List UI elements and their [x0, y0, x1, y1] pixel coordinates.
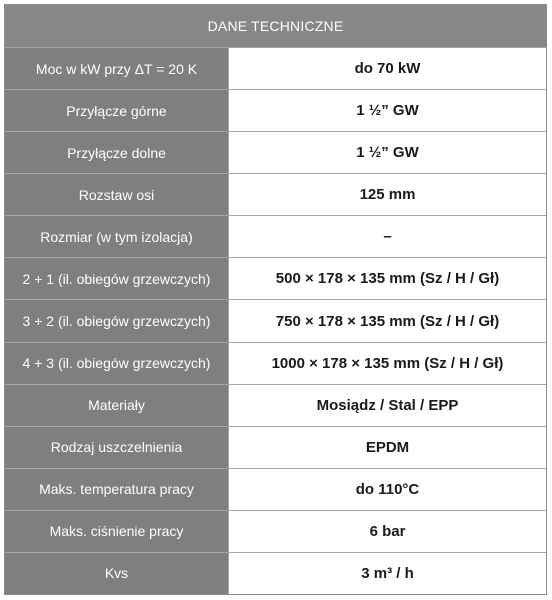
- row-label: Maks. ciśnienie pracy: [5, 511, 229, 552]
- row-value: do 110°C: [355, 480, 420, 498]
- row-value: 6 bar: [369, 522, 406, 540]
- row-label: Materiały: [5, 385, 229, 426]
- row-label: 4 + 3 (il. obiegów grzewczych): [5, 343, 229, 384]
- row-value: –: [383, 228, 392, 246]
- row-label: Kvs: [5, 553, 229, 594]
- table-row: [5, 174, 546, 216]
- row-value: 1 ½” GW: [356, 102, 419, 120]
- row-label: 2 + 1 (il. obiegów grzewczych): [5, 258, 229, 299]
- table-row: [5, 216, 546, 258]
- table-row: [5, 258, 546, 300]
- table-row: [5, 385, 546, 427]
- row-value: 1000 × 178 × 135 mm (Sz / H / Gł): [271, 354, 504, 372]
- technical-data-table: [4, 4, 547, 595]
- row-label: Przyłącze górne: [5, 90, 229, 131]
- row-value: do 70 kW: [354, 60, 421, 78]
- table-row: [5, 511, 546, 553]
- table-row: [5, 427, 546, 469]
- row-value: 125 mm: [359, 186, 416, 204]
- row-label: Rodzaj uszczelnienia: [5, 427, 229, 468]
- row-label: Rozstaw osi: [5, 174, 229, 215]
- table-row: [5, 132, 546, 174]
- row-value: 750 × 178 × 135 mm (Sz / H / Gł): [275, 312, 500, 330]
- table-row: [5, 553, 546, 594]
- table-row: [5, 469, 546, 511]
- row-value: Mosiądz / Stal / EPP: [316, 396, 459, 414]
- row-label: Przyłącze dolne: [5, 132, 229, 173]
- row-label: Rozmiar (w tym izolacja): [5, 216, 229, 257]
- table-row: [5, 90, 546, 132]
- row-label: Maks. temperatura pracy: [5, 469, 229, 510]
- row-value: EPDM: [365, 438, 410, 456]
- row-value: 1 ½” GW: [356, 144, 419, 162]
- row-value: 500 × 178 × 135 mm (Sz / H / Gł): [275, 270, 500, 288]
- table-row: [5, 343, 546, 385]
- table-header: DANE TECHNICZNE: [5, 5, 546, 48]
- row-value: 3 m³ / h: [361, 564, 414, 582]
- table-row: [5, 48, 546, 90]
- row-label: 3 + 2 (il. obiegów grzewczych): [5, 300, 229, 341]
- table-row: [5, 300, 546, 342]
- row-label: Moc w kW przy ΔT = 20 K: [5, 48, 229, 89]
